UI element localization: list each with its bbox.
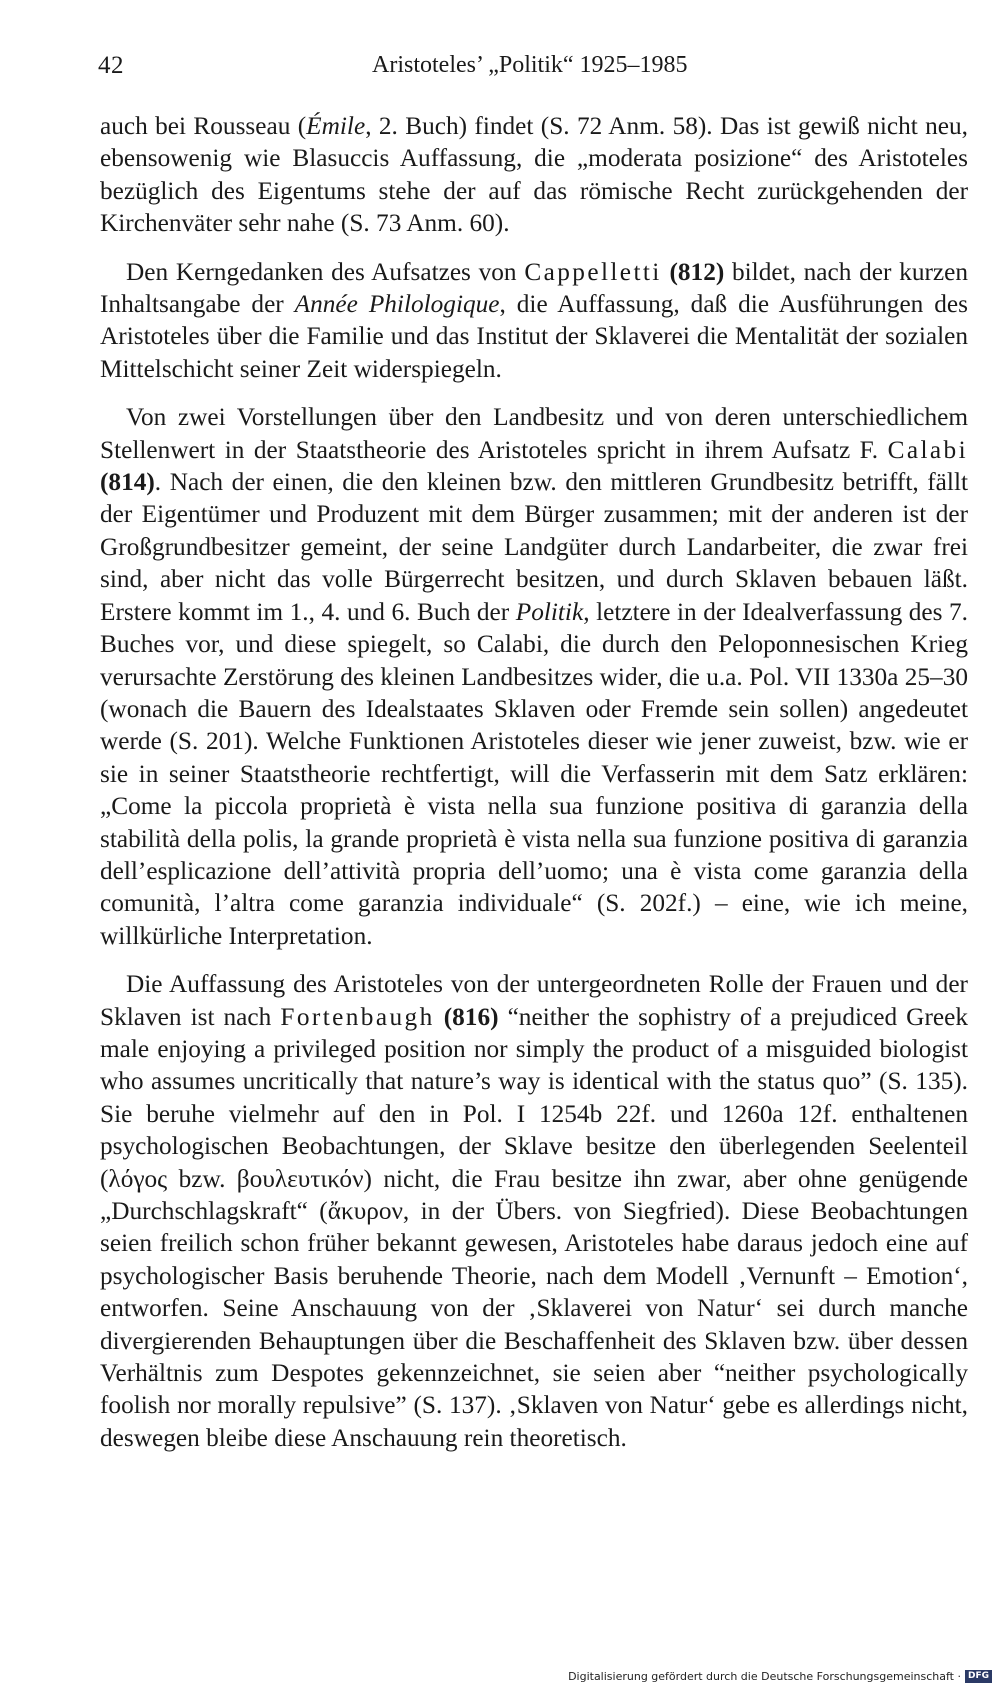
page-number: 42 bbox=[98, 52, 124, 79]
text-run: auch bei Rousseau ( bbox=[100, 112, 307, 140]
footer-text: Digitalisierung gefördert durch die Deutsche Forschungsgemeinschaft · bbox=[568, 1670, 961, 1683]
dfg-logo: DFG bbox=[965, 1670, 992, 1683]
text-run: . Nach der einen, die den kleinen bzw. den mittleren Grundbesitz betrifft, fällt der Eigentümer und Produzent mit dem Bürger zusammen; mit der anderen ist der Großgrundbesitzer gemeint, der seine Landgüter durch Landarbeiter, die zwar frei sind, aber nicht das volle Bürgerrecht besitzen, und durch Sklaven bebauen läßt. Erstere kommt im 1., 4. und 6. Buch der bbox=[100, 468, 968, 626]
paragraph-1 bbox=[100, 110, 968, 240]
text-run: , letztere in der Idealverfassung des 7. Buches vor, und diese spiegelt, so Calabi, die durch den Peloponnesischen Krieg verursachte Zerstörung des kleinen Landbesitzes wider, die u.a. Pol. VII 1330a 25–30 (wonach die Bauern des Idealstaates Sklaven oder Fremde sein sollen) angedeutet werde (S. 201). Welche Funktionen Aristoteles dieser wie jener zuweist, bzw. wie er sie in seiner Staatstheorie rechtfertigt, will die Verfasserin mit dem Satz erklären: „Come la piccola proprietà è vista nella sua funzione positiva di garanzia della stabilità della polis, la grande proprietà è vista nella sua funzione positiva di garanzia dell’esplicazione dell’attività propria dell’uomo; una è vista come garanzia della comunità, l’altra come garanzia individuale“ (S. 202f.) – eine, wie ich meine, willkürliche Interpretation. bbox=[100, 597, 968, 950]
text-run: , die Auffassung, daß die Ausführungen des Aristoteles über die Familie und das Institut der Sklaverei die Mentalität der sozialen Mittelschicht seiner Zeit widerspiegeln. bbox=[100, 290, 968, 383]
text-run: Die Auffassung des Aristoteles von der untergeordneten Rolle der Frauen und der Sklaven ist nach bbox=[100, 970, 968, 1031]
author-name: Calabi bbox=[887, 435, 968, 464]
reference-number: (812) bbox=[669, 257, 725, 286]
italic-title: Année Philologique bbox=[294, 290, 500, 319]
text-run: “neither the sophistry of a prejudiced Greek male enjoying a privileged position nor simply the product of a misguided biologist who assumes uncritically that nature’s way is identical with the status quo” (S. 135). Sie beruhe vielmehr auf den in Pol. I 1254b 22f. und 1260a 12f. enthaltenen psychologischen Beobachtungen, der Sklave besitze den überlegenden Seelenteil (λόγος bzw. βουλευτικόν) nicht, die Frau besitze ihn zwar, aber ohne genügende „Durchschlagskraft“ (ἄκυρον, in der Übers. von Siegfried). Diese Beobachtungen seien freilich schon früher bekannt gewesen, Aristoteles habe daraus jedoch eine auf psychologischer Basis beruhende Theorie, nach dem Modell ‚Vernunft – Emotion‘, entworfen. Seine Anschauung von der ‚Sklaverei von Natur‘ sei durch manche divergierenden Behauptungen über die Beschaffenheit des Sklaven bzw. über dessen Verhältnis zum Despotes gekennzeichnet, sie seien aber “neither psychologically foolish nor morally repulsive” (S. 137). ‚Sklaven von Natur‘ gebe es allerdings nicht, deswegen bleibe diese Anschauung rein theoretisch. bbox=[100, 1002, 968, 1452]
author-name: Fortenbaugh bbox=[280, 1002, 435, 1031]
italic-title: Émile bbox=[306, 112, 366, 140]
text-run: Den Kerngedanken des Aufsatzes von bbox=[126, 257, 525, 286]
digitization-footer bbox=[568, 1670, 992, 1683]
paragraph-3 bbox=[100, 401, 968, 952]
text-run: bildet, nach der kurzen Inhaltsangabe der bbox=[100, 257, 969, 319]
running-title: Aristoteles’ „Politik“ 1925–1985 bbox=[372, 52, 688, 78]
reference-number: (814) bbox=[100, 468, 155, 497]
text-run: Von zwei Vorstellungen über den Landbesitz und von deren unterschiedlichem Stellenwert in der Staatstheorie des Aristoteles spricht in ihrem Aufsatz F. bbox=[100, 403, 968, 464]
paragraph-4 bbox=[100, 968, 968, 1454]
paragraph-2 bbox=[100, 256, 968, 386]
italic-title: Politik bbox=[515, 597, 584, 626]
text-run bbox=[435, 1003, 444, 1031]
author-name: Cappelletti bbox=[524, 257, 662, 286]
reference-number: (816) bbox=[443, 1002, 499, 1031]
text-run: , 2. Buch) findet (S. 72 Anm. 58). Das ist gewiß nicht neu, ebensowenig wie Blasuccis Auffassung, die „moderata posizione“ des Aristoteles bezüglich des Eigentums stehe der auf das römische Recht zurückgehenden der Kirchenväter sehr nahe (S. 73 Anm. 60). bbox=[100, 112, 968, 238]
body-text bbox=[100, 110, 968, 1470]
